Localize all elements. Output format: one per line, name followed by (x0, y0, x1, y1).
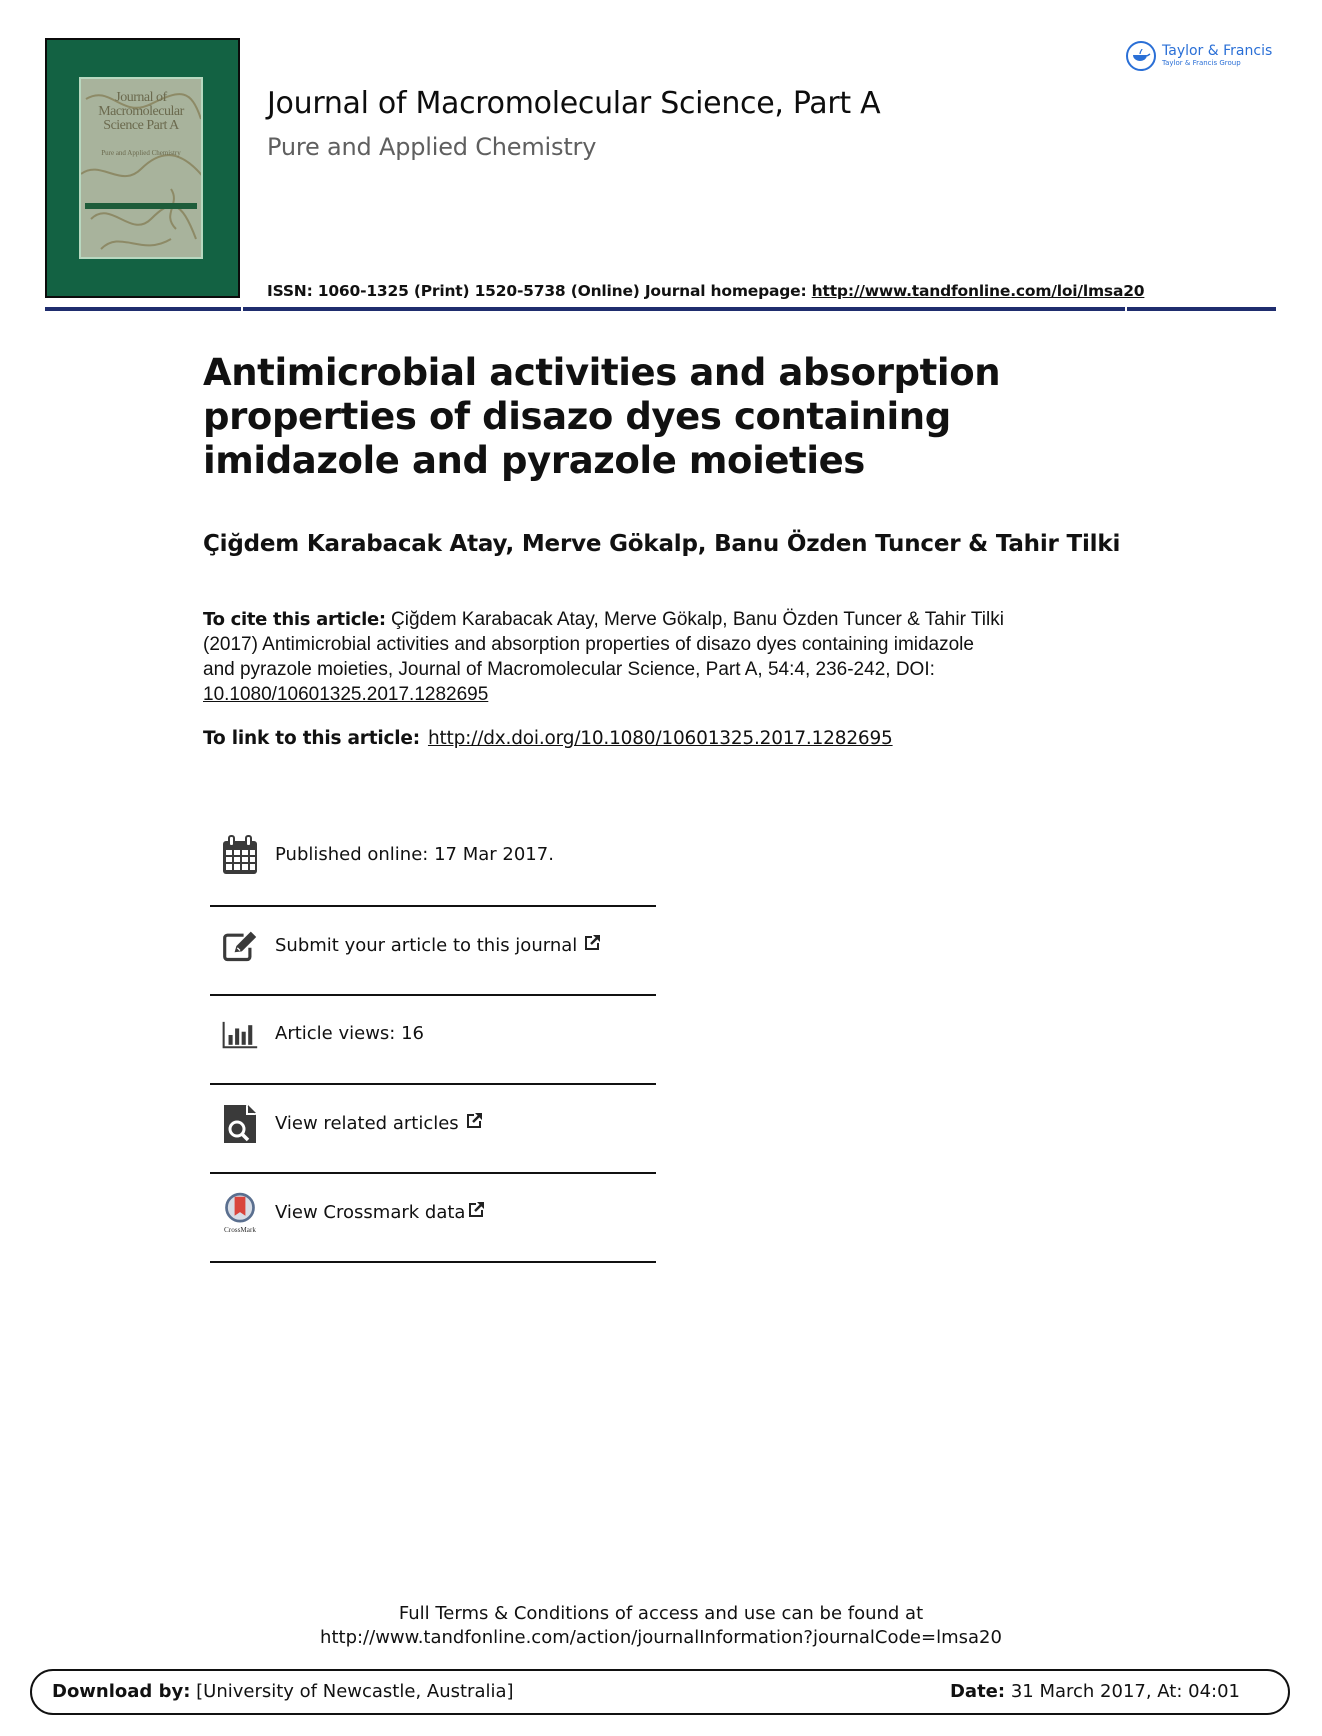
edit-icon (222, 925, 258, 967)
citation-block (203, 607, 1103, 707)
bar-chart-icon (222, 1014, 258, 1056)
journal-homepage-link[interactable]: http://www.tandfonline.com/loi/lmsa20 (811, 282, 1145, 300)
external-link-icon (465, 1112, 483, 1130)
info-row-submit[interactable] (210, 907, 656, 996)
cite-label: To cite this article: (203, 609, 386, 630)
cover-band (85, 203, 197, 209)
download-date: Date: 31 March 2017, At: 04:01 (949, 1681, 1240, 1702)
journal-title: Journal of Macromolecular Science, Part A (267, 86, 881, 121)
publisher-logo[interactable] (1126, 38, 1272, 74)
info-row-crossmark[interactable] (210, 1174, 656, 1263)
crossmark-icon (222, 1192, 258, 1234)
download-info-box (30, 1669, 1290, 1715)
crossmark-link[interactable]: View Crossmark data (275, 1201, 485, 1223)
terms-line1: Full Terms & Conditions of access and use can be found at (398, 1603, 924, 1624)
published-date: Published online: 17 Mar 2017. (275, 844, 554, 865)
info-row-related[interactable] (210, 1085, 656, 1174)
download-by: Download by: [University of Newcastle, Australia] (52, 1681, 514, 1702)
external-link-icon (467, 1201, 485, 1219)
cover-inner-panel (79, 77, 203, 259)
article-views: Article views: 16 (275, 1023, 424, 1044)
terms-notice (0, 1602, 1322, 1650)
issn-text: ISSN: 1060-1325 (Print) 1520-5738 (Online) Journal homepage: (267, 282, 812, 300)
external-link-icon (583, 934, 601, 952)
cover-subtitle: Pure and Applied Chemistry (101, 149, 181, 157)
issn-line (267, 282, 1144, 300)
document-search-icon (222, 1103, 258, 1145)
cite-text-line3: and pyrazole moieties, Journal of Macromolecular Science, Part A, 54:4, 236-242, DOI: (203, 659, 935, 680)
svg-text:CrossMark: CrossMark (224, 1225, 256, 1234)
header-rule (1127, 307, 1276, 311)
terms-url[interactable]: http://www.tandfonline.com/action/journalInformation?journalCode=lmsa20 (320, 1627, 1002, 1648)
info-row-published (210, 818, 656, 907)
related-articles-link[interactable]: View related articles (275, 1112, 483, 1134)
cite-text-line2: (2017) Antimicrobial activities and absorption properties of disazo dyes containing imidazole (203, 634, 974, 655)
publisher-group: Taylor & Francis Group (1162, 59, 1241, 67)
info-row-views (210, 996, 656, 1085)
journal-cover-image (45, 38, 240, 298)
cite-text-line1: Çiğdem Karabacak Atay, Merve Gökalp, Banu Özden Tuncer & Tahir Tilki (385, 609, 1004, 630)
header-rule (243, 307, 1125, 311)
header-rule (45, 307, 241, 311)
article-authors: Çiğdem Karabacak Atay, Merve Gökalp, Banu Özden Tuncer & Tahir Tilki (203, 531, 1121, 557)
submit-article-link[interactable]: Submit your article to this journal (275, 934, 601, 956)
publisher-name: Taylor & Francis (1162, 43, 1273, 59)
calendar-icon (222, 834, 258, 876)
teapot-lamp-icon (1126, 41, 1156, 71)
link-label: To link to this article: (203, 728, 420, 749)
article-doi-link[interactable]: http://dx.doi.org/10.1080/10601325.2017.1282695 (427, 728, 893, 749)
article-link-line (203, 728, 893, 749)
cite-doi-link[interactable]: 10.1080/10601325.2017.1282695 (203, 684, 489, 705)
cover-title: Journal of Macromolecular Science Part A (98, 90, 184, 133)
article-info-list (210, 818, 656, 1263)
journal-subtitle: Pure and Applied Chemistry (267, 133, 597, 161)
article-title: Antimicrobial activities and absorption properties of disazo dyes containing imidazole and pyrazole moieties (203, 351, 1001, 482)
